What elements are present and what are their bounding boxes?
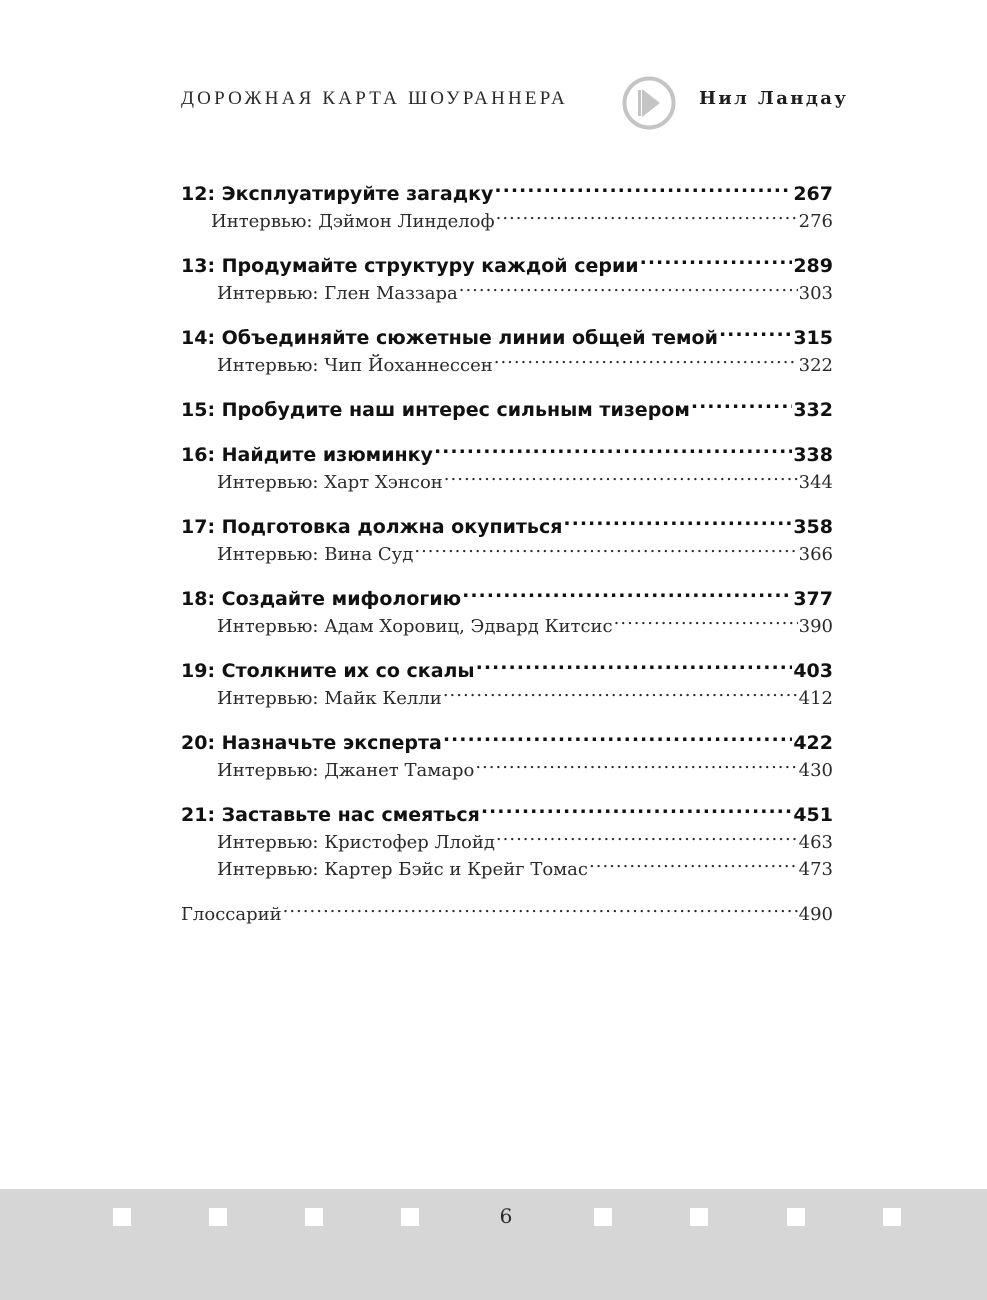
play-circle-icon [622, 76, 676, 130]
toc-chapter-entry-page-number: 377 [793, 588, 833, 610]
toc-chapter-entry-title: 21: Заставьте нас смеяться [181, 804, 480, 826]
toc-interview-entry-page-number: 366 [798, 544, 833, 565]
dot-leader [459, 272, 798, 299]
toc-interview-entry-page-number: 463 [798, 832, 833, 853]
toc-interview-entry-title: Интервью: Картер Бэйс и Крейг Томас [217, 859, 588, 880]
dot-leader [283, 893, 798, 920]
dot-leader [496, 200, 798, 227]
toc-chapter-entry[interactable] [181, 578, 833, 610]
dot-leader [640, 245, 793, 272]
footer-square [209, 1208, 227, 1226]
dot-leader [481, 794, 793, 821]
toc-chapter-entry-page-number: 451 [793, 804, 833, 826]
toc-chapter-block [181, 722, 833, 781]
toc-interview-entry-title: Интервью: Майк Келли [217, 688, 442, 709]
dot-leader [443, 722, 793, 749]
footer-square [690, 1208, 708, 1226]
toc-interview-entry-title: Интервью: Кристофер Ллойд [217, 832, 495, 853]
footer-square [401, 1208, 419, 1226]
toc-chapter-entry[interactable] [181, 389, 833, 421]
toc-interview-entry-page-number: 430 [798, 760, 833, 781]
toc-chapter-entry[interactable] [181, 650, 833, 682]
logo-bar [638, 90, 641, 116]
toc-interview-entry-title: Интервью: Вина Суд [217, 544, 414, 565]
toc-chapter-entry-page-number: 422 [793, 732, 833, 754]
toc-interview-entry-title: Интервью: Чип Йоханнессен [217, 355, 493, 376]
toc-chapter-entry-page-number: 358 [793, 516, 833, 538]
dot-leader [589, 848, 798, 875]
toc-chapter-entry-title: 20: Назначьте эксперта [181, 732, 442, 754]
table-of-contents [181, 173, 833, 925]
toc-interview-entry-page-number: 344 [798, 472, 833, 493]
toc-chapter-entry[interactable] [181, 506, 833, 538]
toc-chapter-entry-page-number: 403 [793, 660, 833, 682]
footer-square [113, 1208, 131, 1226]
toc-interview-entry-title: Интервью: Дэймон Линделоф [211, 211, 495, 232]
toc-interview-entry-page-number: 473 [798, 859, 833, 880]
footer-square [787, 1208, 805, 1226]
toc-chapter-entry[interactable] [181, 794, 833, 826]
dot-leader [691, 389, 792, 416]
dot-leader [494, 344, 798, 371]
page-number: 6 [499, 1204, 513, 1228]
dot-leader [476, 650, 793, 677]
dot-leader [494, 173, 792, 200]
footer-square [883, 1208, 901, 1226]
toc-chapter-entry[interactable] [181, 434, 833, 466]
toc-chapter-entry-page-number: 338 [793, 444, 833, 466]
toc-interview-entry-page-number: 303 [798, 283, 833, 304]
toc-chapter-entry-title: 19: Столкните их со скалы [181, 660, 475, 682]
toc-chapter-block [181, 506, 833, 565]
toc-interview-entry-page-number: 276 [798, 211, 833, 232]
toc-chapter-entry-title: 14: Объединяйте сюжетные линии общей темой [181, 327, 718, 349]
toc-interview-entry-page-number: 322 [798, 355, 833, 376]
toc-chapter-block [181, 173, 833, 232]
toc-interview-entry-page-number: 390 [798, 616, 833, 637]
toc-chapter-block [181, 434, 833, 493]
toc-chapter-entry[interactable] [181, 317, 833, 349]
toc-interview-entry-title: Интервью: Харт Хэнсон [217, 472, 443, 493]
toc-chapter-entry-title: 18: Создайте мифологию [181, 588, 462, 610]
toc-interview-entry-title: Интервью: Адам Хоровиц, Эдвард Китсис [217, 616, 613, 637]
toc-chapter-block [181, 578, 833, 637]
toc-glossary-entry[interactable] [181, 893, 833, 925]
footer-square [305, 1208, 323, 1226]
footer-square [594, 1208, 612, 1226]
dot-leader [414, 533, 797, 560]
dot-leader [444, 461, 798, 488]
dot-leader [434, 434, 792, 461]
toc-chapter-block [181, 794, 833, 880]
toc-interview-entry-page-number: 412 [798, 688, 833, 709]
toc-chapter-entry-title: 12: Эксплуатируйте загадку [181, 183, 494, 205]
toc-chapter-entry[interactable] [181, 245, 833, 277]
dot-leader [475, 749, 797, 776]
dot-leader [462, 578, 792, 605]
running-header-book-title: ДОРОЖНАЯ КАРТА ШОУРАННЕРА [181, 88, 568, 109]
toc-chapter-entry-page-number: 332 [793, 399, 833, 421]
dot-leader [614, 605, 798, 632]
logo-triangle [642, 89, 660, 117]
toc-chapter-entry[interactable] [181, 722, 833, 754]
toc-interview-entry-title: Интервью: Глен Маззара [217, 283, 458, 304]
dot-leader [496, 821, 798, 848]
toc-chapter-entry-page-number: 315 [793, 327, 833, 349]
toc-chapter-entry-title: 17: Подготовка должна окупиться [181, 516, 563, 538]
toc-chapter-block [181, 389, 833, 421]
dot-leader [719, 317, 792, 344]
toc-chapter-block [181, 650, 833, 709]
toc-chapter-entry-title: 16: Найдите изюминку [181, 444, 433, 466]
toc-chapter-block [181, 317, 833, 376]
dot-leader [563, 506, 792, 533]
toc-interview-entry-title: Интервью: Джанет Тамаро [217, 760, 475, 781]
toc-glossary-entry-page-number: 490 [798, 904, 833, 925]
dot-leader [443, 677, 798, 704]
toc-chapter-entry-title: 15: Пробудите наш интерес сильным тизером [181, 399, 690, 421]
toc-chapter-entry-page-number: 289 [793, 255, 833, 277]
toc-chapter-block [181, 245, 833, 304]
running-header-author: Нил Ландау [699, 88, 849, 109]
toc-chapter-entry[interactable] [181, 173, 833, 205]
toc-chapter-entry-page-number: 267 [793, 183, 833, 205]
toc-chapter-entry-title: 13: Продумайте структуру каждой серии [181, 255, 639, 277]
toc-glossary-entry-title: Глоссарий [181, 904, 282, 925]
